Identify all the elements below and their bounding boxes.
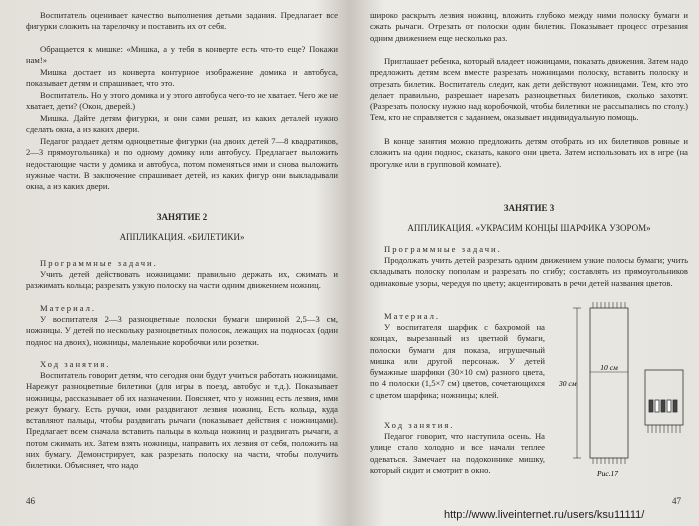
lesson-title: АППЛИКАЦИЯ. «УКРАСИМ КОНЦЫ ШАРФИКА УЗОРОМ» <box>407 223 651 233</box>
material-text: У воспитателя 2—3 разноцветные полоски бумаги шириной 2,5—3 см, ножницы. У детей по нескольку разноцветных полосок, лежащих на подносах (один поднос на двоих), ножницы, маленькие коробочки или розетки. <box>26 314 338 347</box>
paragraph: Педагог раздает детям одноцветные фигурки (на двоих детей 7—8 квадратиков, 2—3 прямоугольника) и по одному домику или автобусу. Предлагает выложить недостающие части у домика и автобуса, потом поменяться ими и снова выложить нужные части. В заключение спрашивает детей, из каких фигур они выкладывали окна, а из каких двери. <box>26 136 338 192</box>
paragraph: Мишка достает из конверта контурное изображение домика и автобуса, показывает детям и спрашивает, что это. <box>26 67 338 89</box>
paragraph: Воспитатель оценивает качество выполнения детьми задания. Предлагает все фигурки сложить на тарелочку и поставить их от себя. <box>26 10 338 32</box>
page-number: 46 <box>26 496 35 506</box>
course-text: Педагог говорит, что наступила осень. На улице стало холодно и все начали теплее одеваться. Замечает на подоконнике мишку, который сидит и смотрит в окно. <box>370 431 545 475</box>
width-label: 10 см <box>600 363 618 372</box>
material-text: У воспитателя шарфик с бахромой на концах, вырезанный из цветной бумаги, полоски бумаги для показа, игрушечный мишка или другой персонаж. У детей бумажные шарфики (30×10 см) разного цвета, по 4 полоски (1,5×7 см) цветов, сочетающихся с цветом шарфика; ножницы; клей. <box>370 322 545 400</box>
figure-caption: Рис.17 <box>597 469 619 478</box>
scarf-figure <box>555 300 690 490</box>
dimension-lines <box>573 308 628 458</box>
paragraph: Приглашает ребенка, который владеет ножницами, показать движения. Затем надо предложить детям всем вместе разрезать ножницами полоску, вставить полоску и отрезать билетик. Воспитатель следит, как дети действуют ножницами. Тем, кто это делает правильно, разрешает нарезать разноцветных билетиков, сколько захотят. (Разрезать полоску нужно над коробочкой, чтобы билетики не рассыпались по столу.) Тем, кто не справляется с заданием, оказывает индивидуальную помощь. <box>370 56 688 123</box>
subheading-course: Ход занятия. <box>40 359 111 369</box>
paragraph: Воспитатель. Но у этого домика и у этого автобуса чего-то не хватает. Чего же не хватает, дети? (Окон, дверей.) <box>26 90 338 112</box>
scarf-end-drawing <box>645 370 683 433</box>
watermark-url: http://www.liveinternet.ru/users/ksu11111/ <box>444 509 645 521</box>
paragraph: широко раскрыть лезвия ножниц, вложить глубоко между ними полоску бумаги и сжать рычаги. Отрезать от полоски один билетик. Показывает процесс отрезания одним движением еще несколько раз. <box>370 10 688 43</box>
subheading-material: Материал. <box>384 311 441 321</box>
subheading-program: Программные задачи. <box>40 258 158 268</box>
lesson-heading: ЗАНЯТИЕ 3 <box>503 203 555 213</box>
subheading-course: Ход занятия. <box>384 420 455 430</box>
course-text: Воспитатель говорит детям, что сегодня они будут учиться работать ножницами. Нарежут разноцветные билетики (для игры в поезд, автобус и т.д.). Показывает ножницы, рассказывает об их назначении. Поясняет, что у ножниц есть лезвия, ими режут бумагу. Есть ручки, ими раздвигают лезвия ножниц. Есть кольца, куда вставляют пальцы, чтобы раздвигать рычаги (показывает действия с ножницами). Предлагает всем сначала вставить пальцы в кольца ножниц и раздвигать рычаги, а потом сжимать их. Затем взять ножницы, направить их лезвия от себя, положить на них бумагу. Демонстрирует, как разрезать полоску на части, чтобы получить билетики. Объясняет, что надо <box>26 370 338 471</box>
height-label: 30 см <box>559 379 577 388</box>
lesson-title: АППЛИКАЦИЯ. «БИЛЕТИКИ» <box>119 232 245 242</box>
left-page <box>0 0 349 526</box>
page-number: 47 <box>672 496 681 506</box>
program-text: Продолжать учить детей разрезать одним движением узкие полосы бумаги; учить складывать полоску пополам и разрезать по сгибу; составлять из прямоугольников одинаковые узоры, чередуя по цвету; акцентировать в речи детей названия цветов. <box>370 255 688 288</box>
program-text: Учить детей действовать ножницами: правильно держать их, сжимать и разжимать кольца; разрезать узкую полоску на части одним движением ножниц. <box>26 269 338 291</box>
paragraph: Обращается к мишке: «Мишка, а у тебя в конверте есть что-то еще? Покажи нам!» <box>26 44 338 66</box>
lesson-heading: ЗАНЯТИЕ 2 <box>156 212 208 222</box>
subheading-material: Материал. <box>40 303 97 313</box>
right-page <box>350 0 699 526</box>
subheading-program: Программные задачи. <box>384 244 502 254</box>
paragraph: Мишка. Дайте детям фигурки, и они сами решат, из каких деталей нужно сделать окна, а из каких двери. <box>26 113 338 135</box>
paragraph: В конце занятия можно предложить детям отобрать из их билетиков ровные и сложить на один поднос, сказать, какого они цвета. Затем использовать их в игре (на прогулке или в групповой комнате). <box>370 136 688 169</box>
scarf-long-drawing <box>590 302 628 464</box>
